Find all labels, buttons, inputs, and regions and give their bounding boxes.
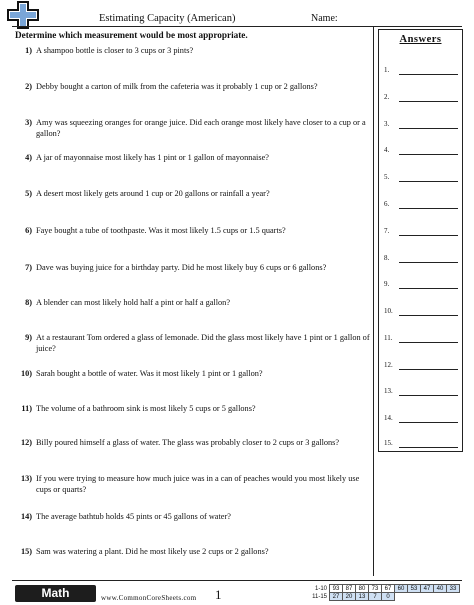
answer-line: 9.: [384, 280, 456, 290]
question-item: 6) Faye bought a tube of toothpaste. Was it most likely 1.5 cups or 1.5 quarts?: [25, 226, 286, 235]
question-item: 4) A jar of mayonnaise most likely has 1 pint or 1 gallon of mayonnaise?: [25, 153, 269, 162]
question-item: 7) Dave was buying juice for a birthday party. Did he most likely buy 6 cups or 6 gallons?: [25, 263, 327, 272]
question-item: 8) A blender can most likely hold half a pint or half a gallon?: [25, 298, 231, 307]
answer-line: 6.: [384, 200, 456, 210]
answer-line: 13.: [384, 387, 456, 397]
answer-blank[interactable]: [399, 447, 458, 448]
answer-line: 4.: [384, 146, 456, 156]
question-item: 13) If you were trying to measure how much juice was in a can of peaches would you most likely use cups or quarts?: [20, 474, 360, 495]
question-item: 2) Debby bought a carton of milk from the cafeteria was it probably 1 cup or 2 gallons?: [25, 82, 318, 91]
answer-line: 11.: [384, 334, 456, 344]
answers-heading: Answers: [399, 34, 442, 45]
answer-line: 14.: [384, 414, 456, 424]
answer-blank[interactable]: [399, 369, 458, 370]
question-item: 9) At a restaurant Tom ordered a glass of lemonade. Did the glass most likely have 1 pint or 1 gallon of juice?: [25, 333, 370, 354]
answer-line: 2.: [384, 93, 456, 103]
answer-blank[interactable]: [399, 181, 458, 182]
question-item: 1) A shampoo bottle is closer to 3 cups or 3 pints?: [25, 46, 194, 55]
answer-line: 5.: [384, 173, 456, 183]
answer-line: 3.: [384, 120, 456, 130]
score-row: 11-15 27 20 13 7 0: [310, 593, 460, 601]
answer-blank[interactable]: [399, 315, 458, 316]
answer-blank[interactable]: [399, 235, 458, 236]
question-item: 14) The average bathtub holds 45 pints or 45 gallons of water?: [20, 512, 231, 521]
question-item: 3) Amy was squeezing oranges for orange juice. Did each orange most likely have closer to a cup or a gallon?: [25, 118, 366, 139]
question-item: 11) The volume of a bathroom sink is most likely 5 cups or 5 gallons?: [21, 404, 256, 413]
site-url: www.CommonCoreSheets.com: [101, 594, 197, 602]
answer-blank[interactable]: [399, 395, 458, 396]
answer-blank[interactable]: [399, 262, 458, 263]
score-table: [310, 584, 460, 601]
answer-blank[interactable]: [399, 342, 458, 343]
answer-blank[interactable]: [399, 422, 458, 423]
answer-blank[interactable]: [399, 101, 458, 102]
answer-line: 15.: [384, 439, 456, 449]
page-number: 1: [215, 587, 222, 602]
question-item: 15) Sam was watering a plant. Did he most likely use 2 cups or 2 gallons?: [20, 547, 269, 556]
answer-key-box: [378, 29, 463, 452]
answer-line: 1.: [384, 66, 456, 76]
answer-blank[interactable]: [399, 154, 458, 155]
answer-line: 8.: [384, 254, 456, 264]
score-row: 1-10 93 87 80 73 67 60 53 47 40 33: [310, 585, 460, 593]
subject-badge: Math: [15, 585, 96, 602]
footer-divider: [12, 580, 462, 581]
question-item: 12) Billy poured himself a glass of water. The glass was probably closer to 2 cups or 3 gallons?: [20, 438, 340, 447]
answer-blank[interactable]: [399, 74, 458, 75]
worksheet-title: Estimating Capacity (American): [99, 13, 236, 24]
answer-line: 12.: [384, 361, 456, 371]
answer-blank[interactable]: [399, 208, 458, 209]
answer-line: 10.: [384, 307, 456, 317]
answer-blank[interactable]: [399, 128, 458, 129]
instructions: Determine which measurement would be most appropriate.: [15, 30, 248, 40]
question-item: 5) A desert most likely gets around 1 cup or 20 gallons or rainfall a year?: [25, 189, 270, 198]
question-item: 10) Sarah bought a bottle of water. Was it most likely 1 pint or 1 gallon?: [20, 369, 263, 378]
answer-line: 7.: [384, 227, 456, 237]
header-divider: [12, 26, 462, 27]
name-label: Name:: [311, 13, 338, 24]
answer-blank[interactable]: [399, 288, 458, 289]
column-divider: [373, 27, 374, 576]
